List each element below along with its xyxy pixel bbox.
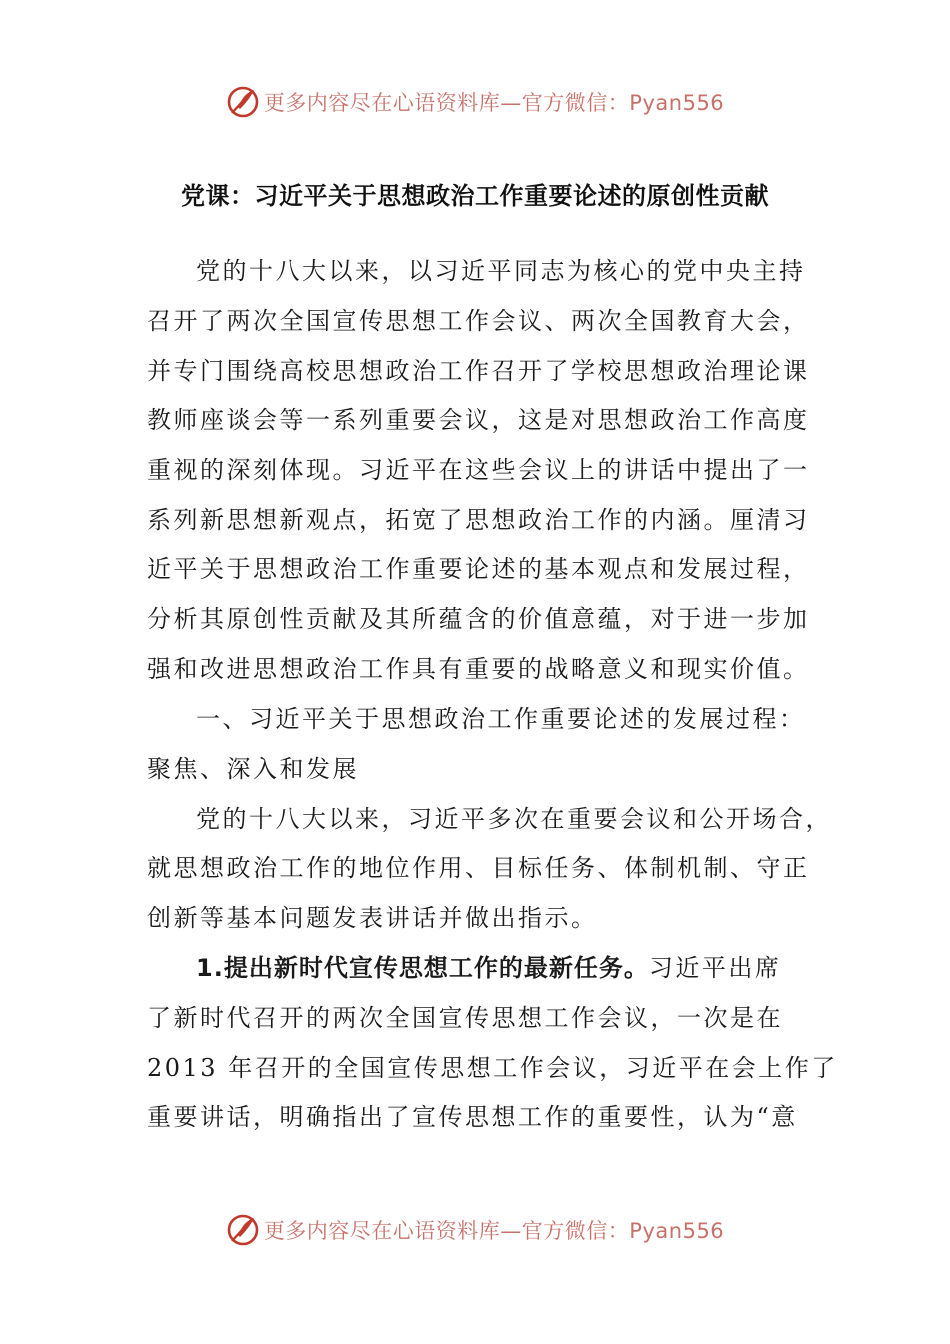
paragraph-line: 近平关于思想政治工作重要论述的基本观点和发展过程，: [147, 555, 810, 583]
paragraph-line: 党的十八大以来，以习近平同志为核心的党中央主持: [196, 257, 806, 285]
header-watermark: [0, 82, 950, 122]
paragraph-line: 就思想政治工作的地位作用、目标任务、体制机制、守正: [147, 854, 810, 882]
point-1-heading: 1.提出新时代宣传思想工作的最新任务。: [196, 954, 649, 982]
paragraph-line: 2013 年召开的全国宣传思想工作会议，习近平在会上作了: [147, 1054, 838, 1082]
paragraph-line: 党的十八大以来，习近平多次在重要会议和公开场合，: [196, 805, 832, 833]
watermark-text: 更多内容尽在心语资料库—官方微信：Pyan556: [263, 91, 725, 115]
section-heading-line: 一、习近平关于思想政治工作重要论述的发展过程：: [196, 705, 806, 733]
paragraph-line: 召开了两次全国宣传思想工作会议、两次全国教育大会，: [147, 307, 810, 335]
quill-logo-icon: [226, 1213, 260, 1247]
paragraph-line: 重要讲话，明确指出了宣传思想工作的重要性，认为“意: [147, 1103, 798, 1131]
watermark-text: 更多内容尽在心语资料库—官方微信：Pyan556: [263, 1219, 725, 1243]
paragraph-line: 了新时代召开的两次全国宣传思想工作会议，一次是在: [147, 1004, 783, 1032]
point-1-text: 习近平出席: [648, 954, 782, 982]
paragraph-line: 强和改进思想政治工作具有重要的战略意义和现实价值。: [147, 655, 810, 683]
paragraph-line: 并专门围绕高校思想政治工作召开了学校思想政治理论课: [147, 357, 810, 385]
document-title: 党课：习近平关于思想政治工作重要论述的原创性贡献: [181, 182, 769, 210]
paragraph-line: 重视的深刻体现。习近平在这些会议上的讲话中提出了一: [147, 456, 810, 484]
paragraph-line: 教师座谈会等一系列重要会议，这是对思想政治工作高度: [147, 406, 810, 434]
paragraph-line: 系列新思想新观点，拓宽了思想政治工作的内涵。厘清习: [147, 506, 810, 534]
point-1-line: [196, 948, 781, 988]
section-heading-line: 聚焦、深入和发展: [147, 755, 359, 783]
paragraph-line: 创新等基本问题发表讲话并做出指示。: [147, 904, 598, 932]
quill-logo-icon: [226, 85, 260, 119]
paragraph-line: 分析其原创性贡献及其所蕴含的价值意蕴，对于进一步加: [147, 605, 810, 633]
footer-watermark: [0, 1210, 950, 1250]
